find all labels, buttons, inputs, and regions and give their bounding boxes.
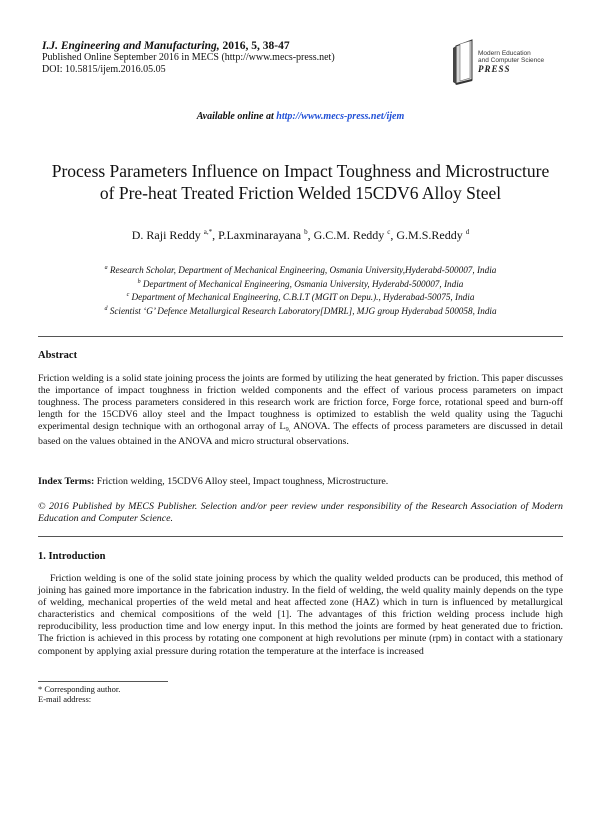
logo-brand: PRESS — [478, 64, 511, 74]
author: G.C.M. Reddy $^c$, — [313, 228, 397, 242]
index-terms — [38, 476, 563, 488]
affiliation: $^b$ Department of Mechanical Engineering, Osmania University, Hyderabd-500007, India — [137, 278, 464, 289]
logo-line-1: Modern Education — [478, 50, 531, 57]
doi: DOI: 10.5815/ijem.2016.05.05 — [42, 64, 166, 75]
author: P.Laxminarayana $^b$, — [218, 228, 314, 242]
logo-line-2: and Computer Science — [478, 57, 545, 64]
corresponding-author-note: * Corresponding author. — [38, 684, 121, 694]
availability-line — [0, 111, 601, 122]
publisher-logo — [452, 36, 562, 86]
journal-url-link[interactable]: http://www.mecs-press.net/ijem — [276, 111, 405, 122]
journal-name: I.J. Engineering and Manufacturing, — [42, 40, 220, 52]
footnote-rule — [38, 681, 168, 682]
author: G.M.S.Reddy $^d$ — [396, 228, 470, 242]
journal-header — [42, 40, 335, 76]
divider — [38, 536, 563, 537]
journal-citation — [42, 40, 335, 52]
email-note: E-mail address: — [38, 694, 92, 704]
affiliation: $^c$ Department of Mechanical Engineering, C.B.I.T (MGIT on Depu.)., Hyderabad-50075, India — [126, 292, 475, 303]
journal-issue: 2016, 5, 38-47 — [222, 40, 290, 52]
publication-info: Published Online September 2016 in MECS (http://www.mecs-press.net) — [42, 52, 335, 63]
affiliation: $^a$ Research Scholar, Department of Mechanical Engineering, Osmania University,Hyderabd-500007, India — [104, 265, 497, 276]
footnotes — [38, 684, 120, 704]
affiliations — [30, 263, 571, 317]
abstract-text: Friction welding is a solid state joining process the joints are formed by utilizing the heat generated by friction. This paper discusses the importance of impact toughness in friction welded components and the effect of various process parameters on impact toughness. The process parameters considered in this research work are friction force, Forge force, rotational speed and burn-off length for the 15CDV6 alloy steel and the Impact toughness is optimized to establish the weld quality using the Taguchi experimental design technique with an orthogonal array of $L_{9,}$ ANOVA. The effects of process parameters are discussed in detail based on the values obtained in the ANOVA and micro structural observations. — [38, 373, 563, 448]
copyright-notice: © 2016 Published by MECS Publisher. Selection and/or peer review under responsibility of the Research Association of Modern Education and Computer Science. — [38, 501, 563, 525]
abstract-heading: Abstract — [38, 350, 78, 361]
index-terms-text: Friction welding, 15CDV6 Alloy steel, Impact toughness, Microstructure. — [94, 476, 389, 487]
availability-prefix: Available online at — [196, 111, 274, 122]
affiliation: $^d$ Scientist ‘G’ Defence Metallurgical Research Laboratory[DMRL], MJG group Hyderabad 500058, India — [104, 305, 497, 316]
author: D. Raji Reddy $^{a,*}$, — [131, 228, 219, 242]
divider — [38, 336, 563, 337]
author-list — [0, 228, 601, 243]
index-terms-label: Index Terms: — [38, 476, 95, 487]
introduction-text: Friction welding is one of the solid state joining process by which the quality welded products can be produced, this method of joining has gained more importance in the fabrication industry. In the field of welding, the weld quality mainly depends on the type of welding, mechanical properties of the weld metal and heat affected zone (HAZ) which in turn is influenced by metallurgical characteristics and chemical compositions of the weld [1]. The advantages of this friction welding process include high reproducibility, less production time and low energy input. In this method the joints are formed by heat generated due to friction. The friction is achieved in this process by rotating one component at high revolutions per minute (rpm) in contact with a stationary component by applying axial pressure during rotation the temperature at the interface is increased — [38, 573, 563, 657]
introduction-heading: 1. Introduction — [38, 551, 106, 562]
paper-title: Process Parameters Influence on Impact Toughness and Microstructure of Pre-heat Treated Friction Welded 15CDV6 Alloy Steel — [51, 161, 550, 203]
